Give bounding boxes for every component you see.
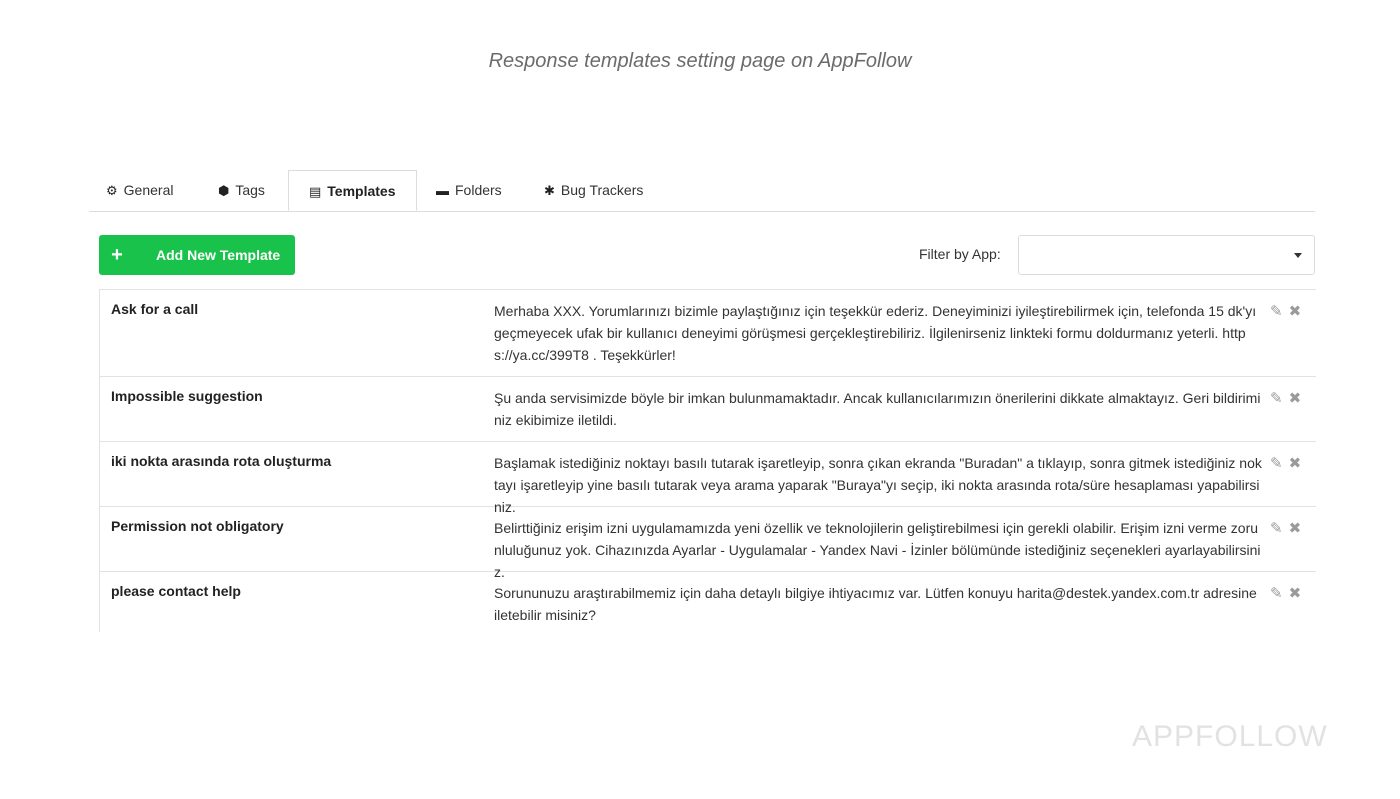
add-new-template-label: Add New Template [156,247,281,263]
gears-icon: ⚙ [106,183,118,198]
tab-tags[interactable] [218,170,265,211]
template-text: Şu anda servisimizde böyle bir imkan bulunmamaktadır. Ancak kullanıcılarımızın önerilerini dikkate almaktayız. Geri bildiriminiz ekibimize iletildi. [494,390,1261,428]
edit-icon[interactable]: ✎ [1270,303,1283,320]
filter-by-app-label: Filter by App: [919,246,1001,262]
delete-icon[interactable]: ✖ [1288,303,1302,320]
folder-icon: ▬ [436,183,449,198]
tab-general-label: General [123,182,174,198]
settings-tabs [89,170,1315,212]
edit-icon[interactable]: ✎ [1270,585,1283,602]
list-item [100,572,1316,632]
tab-templates[interactable] [288,170,417,211]
add-new-template-button[interactable] [99,235,295,275]
filter-by-app-select[interactable] [1018,235,1315,275]
row-actions [1270,519,1307,538]
tab-templates-label: Templates [327,183,396,199]
edit-icon[interactable]: ✎ [1270,390,1283,407]
delete-icon[interactable]: ✖ [1288,390,1302,407]
caret-down-icon [1294,253,1302,258]
row-actions [1270,389,1307,408]
template-text: Merhaba XXX. Yorumlarınızı bizimle paylaştığınız için teşekkür ederiz. Deneyiminizi iyileştirebilirmek için, telefonda 15 dk'yı geçmeyecek ufak bir kullanıcı deneyimi görüşmesi gerçekleştirebiliriz. İlgilenirseniz linkteki formu doldurmanız yeterli. https://ya.cc/399T8 . Teşekkürler! [494,303,1257,363]
template-name: Permission not obligatory [111,518,284,534]
template-text: Belirttiğiniz erişim izni uygulamamızda yeni özellik ve teknolojilerin geliştirebilmesi için gerekli olabilir. Erişim izni verme zorunluluğunuz yok. Cihazınızda Ayarlar - Uygulamalar - Yandex Navi - İzinler bölümünde istediğiniz seçenekleri ayarlayabilirsiniz. [494,520,1261,580]
tab-bug-trackers[interactable] [544,170,643,211]
tab-folders[interactable] [436,170,502,211]
bug-icon: ✱ [544,183,555,198]
list-item [100,507,1316,580]
template-name: please contact help [111,583,241,599]
row-actions [1270,584,1307,603]
tags-icon: ⬢ [218,183,230,198]
appfollow-watermark: APPFOLLOW [1132,720,1328,753]
edit-icon[interactable]: ✎ [1270,520,1283,537]
list-item [100,377,1316,442]
page-caption: Response templates setting page on AppFollow [488,50,912,72]
template-text: Başlamak istediğiniz noktayı basılı tutarak işaretleyip, sonra çıkan ekranda "Buradan" a tıklayıp, sonra gitmek istediğiniz noktayı işaretleyip yine basılı tutarak veya arama yaparak "Buraya"yı seçip, iki nokta arasında rota/süre hesaplaması yapabilirsiniz. [494,455,1262,515]
edit-icon[interactable]: ✎ [1270,455,1283,472]
template-name: Impossible suggestion [111,388,263,404]
tab-folders-label: Folders [455,182,502,198]
template-name: iki nokta arasında rota oluşturma [111,453,332,469]
list-item [100,442,1316,515]
delete-icon[interactable]: ✖ [1288,520,1302,537]
template-text: Sorununuzu araştırabilmemiz için daha detaylı bilgiye ihtiyacımız var. Lütfen konuyu harita@destek.yandex.com.tr adresine iletebilir misiniz? [494,585,1257,623]
list-item [100,290,1316,377]
delete-icon[interactable]: ✖ [1288,455,1302,472]
templates-list [99,289,1316,632]
tab-bug-trackers-label: Bug Trackers [560,182,644,198]
template-name: Ask for a call [111,301,199,317]
file-icon: ▤ [309,184,322,199]
plus-icon: + [111,244,123,266]
row-actions [1270,302,1307,321]
tab-general[interactable] [106,170,173,211]
tab-tags-label: Tags [235,182,265,198]
delete-icon[interactable]: ✖ [1288,585,1302,602]
row-actions [1270,454,1307,473]
